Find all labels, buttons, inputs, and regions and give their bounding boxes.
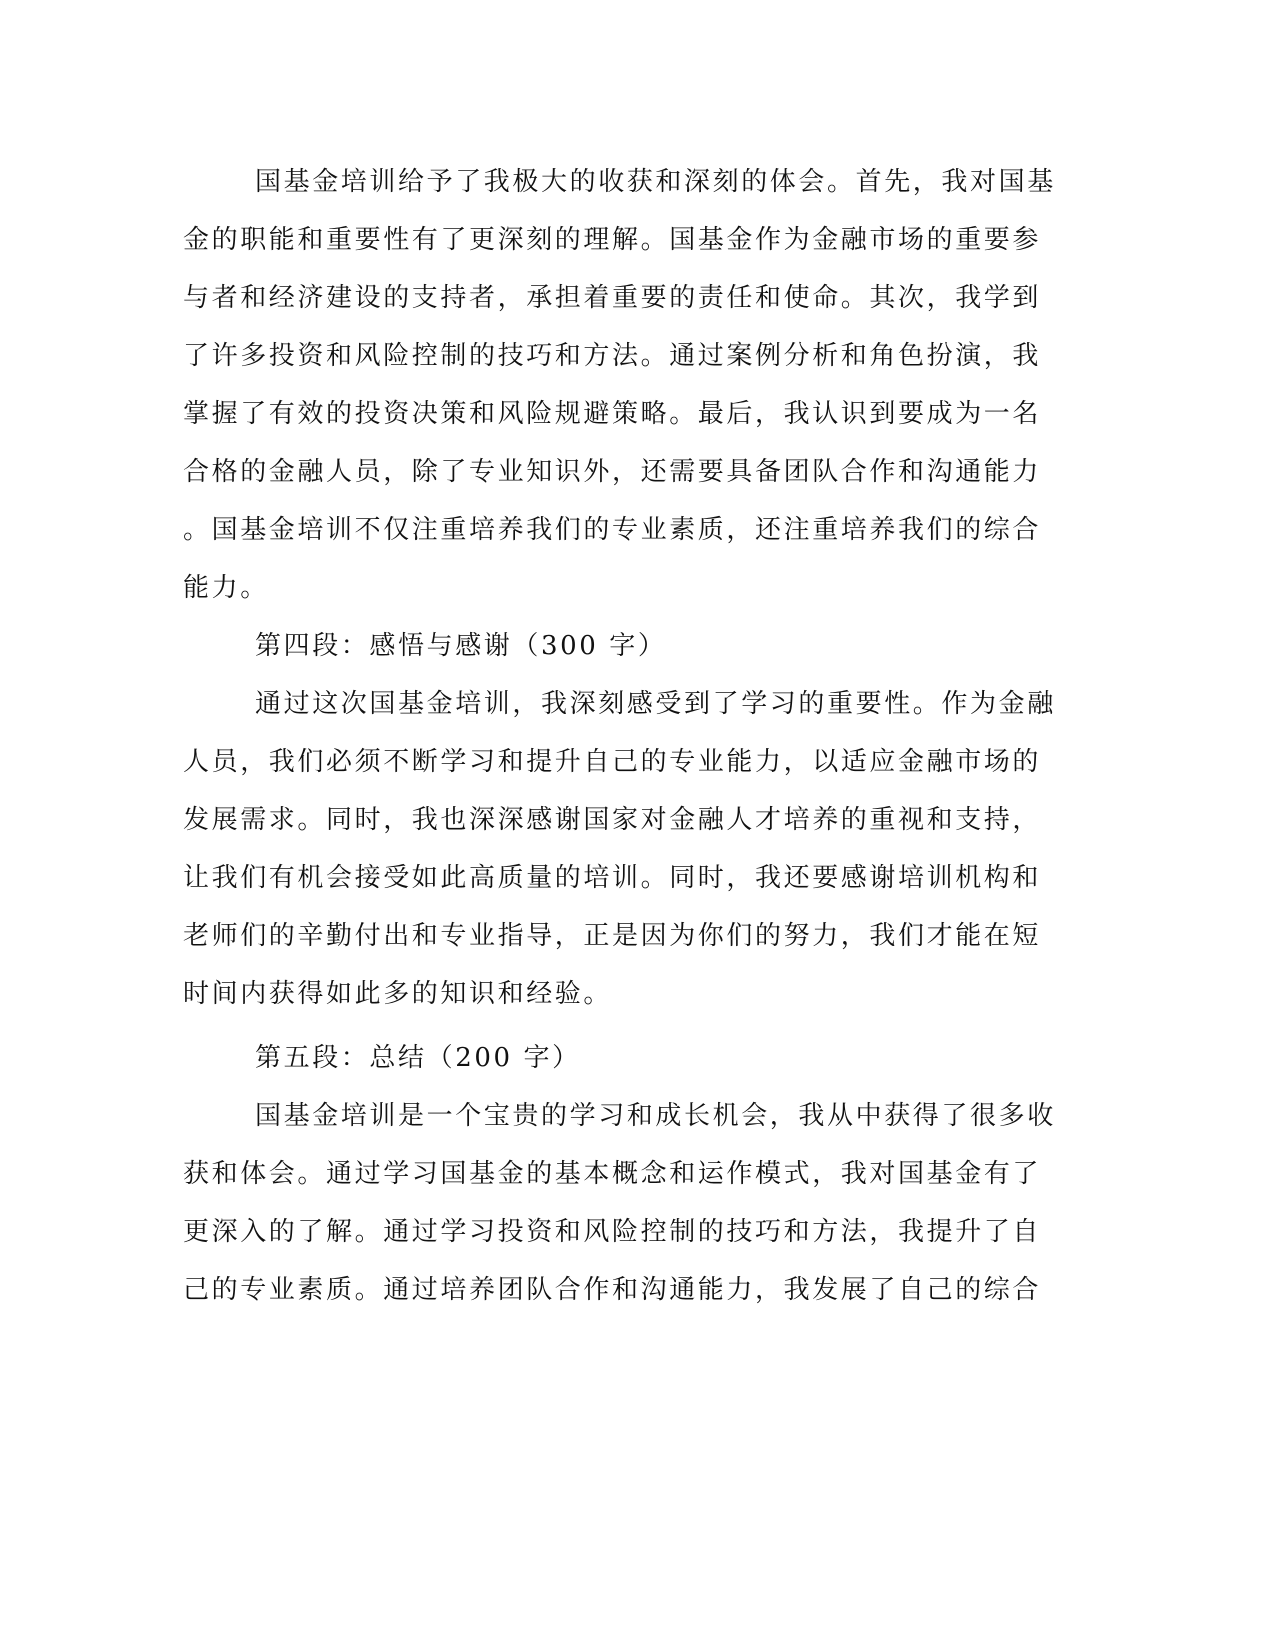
paragraph-line: 金的职能和重要性有了更深刻的理解。国基金作为金融市场的重要参 <box>183 225 1042 255</box>
section-heading: 第五段：总结（200 字） <box>255 1043 581 1073</box>
paragraph-line: 能力。 <box>183 573 269 603</box>
paragraph-line: 发展需求。同时，我也深深感谢国家对金融人才培养的重视和支持， <box>183 805 1042 835</box>
paragraph-line: 让我们有机会接受如此高质量的培训。同时，我还要感谢培训机构和 <box>183 863 1042 893</box>
section-heading: 第四段：感悟与感谢（300 字） <box>255 631 667 661</box>
paragraph-line: 通过这次国基金培训，我深刻感受到了学习的重要性。作为金融 <box>255 689 1056 719</box>
paragraph-line: 与者和经济建设的支持者，承担着重要的责任和使命。其次，我学到 <box>183 283 1042 313</box>
paragraph-line: 时间内获得如此多的知识和经验。 <box>183 979 613 1009</box>
paragraph-line: 老师们的辛勤付出和专业指导，正是因为你们的努力，我们才能在短 <box>183 921 1042 951</box>
paragraph-line: 了许多投资和风险控制的技巧和方法。通过案例分析和角色扮演，我 <box>183 341 1042 371</box>
paragraph-line: 人员，我们必须不断学习和提升自己的专业能力，以适应金融市场的 <box>183 747 1042 777</box>
paragraph-line: 国基金培训给予了我极大的收获和深刻的体会。首先，我对国基 <box>255 167 1056 197</box>
paragraph-line: 国基金培训是一个宝贵的学习和成长机会，我从中获得了很多收 <box>255 1101 1056 1131</box>
paragraph-line: 己的专业素质。通过培养团队合作和沟通能力，我发展了自己的综合 <box>183 1275 1042 1305</box>
paragraph-line: 合格的金融人员，除了专业知识外，还需要具备团队合作和沟通能力 <box>183 457 1042 487</box>
paragraph-line: 更深入的了解。通过学习投资和风险控制的技巧和方法，我提升了自 <box>183 1217 1042 1247</box>
paragraph-line: 掌握了有效的投资决策和风险规避策略。最后，我认识到要成为一名 <box>183 399 1042 429</box>
paragraph-line: 。国基金培训不仅注重培养我们的专业素质，还注重培养我们的综合 <box>183 515 1042 545</box>
paragraph-line: 获和体会。通过学习国基金的基本概念和运作模式，我对国基金有了 <box>183 1159 1042 1189</box>
